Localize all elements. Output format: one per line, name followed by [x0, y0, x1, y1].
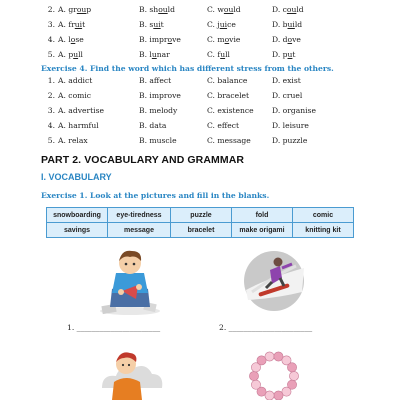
question-number: 1. [47, 76, 55, 85]
word-box-cell: snowboarding [47, 208, 108, 223]
option-a[interactable]: A. addict [58, 76, 93, 85]
option-d[interactable]: D. puzzle [272, 136, 308, 145]
option-c[interactable]: C. bracelet [207, 91, 250, 100]
option-d[interactable] [272, 35, 301, 45]
option-text: vie [229, 35, 241, 44]
option-b[interactable]: B. data [139, 121, 167, 130]
bead [265, 352, 274, 361]
word-box-cell: knitting kit [293, 223, 354, 238]
question-number: 5. [47, 50, 55, 59]
bead [251, 380, 260, 389]
exercise1-title: Exercise 1. Look at the pictures and fill in the blanks. [41, 191, 270, 200]
bracelet-picture [244, 346, 304, 400]
option-text: t [292, 50, 296, 59]
option-text: B. impr [139, 35, 168, 44]
bead [289, 371, 298, 380]
option-text: C. w [207, 5, 224, 14]
option-text: se [75, 35, 84, 44]
underlined-letters: ui [74, 20, 83, 29]
option-text: t [160, 20, 164, 29]
word-box-cell: savings [47, 223, 108, 238]
option-text: ld [233, 5, 241, 14]
option-label: A. [58, 20, 69, 29]
underlined-letters: u [220, 50, 226, 59]
option-a[interactable]: A. relax [58, 136, 88, 145]
option-text: D. d [272, 35, 288, 44]
option-label: A. [58, 50, 69, 59]
word-box-cell: puzzle [171, 208, 232, 223]
option-text: ce [227, 20, 236, 29]
option-b[interactable] [139, 5, 175, 15]
word-box-cell: message [108, 223, 171, 238]
word-box-row [47, 223, 354, 238]
option-b[interactable] [139, 50, 170, 60]
question-number: 4. [47, 121, 55, 130]
option-c[interactable]: C. effect [207, 121, 240, 130]
option-a[interactable]: A. harmful [58, 121, 99, 130]
option-d[interactable] [272, 20, 302, 30]
option-a[interactable]: A. comic [58, 91, 92, 100]
question-number: 3. [47, 20, 55, 29]
option-text: D. c [272, 5, 287, 14]
option-b[interactable] [139, 35, 181, 45]
option-b[interactable]: B. improve [139, 91, 181, 100]
word-box-row [47, 208, 354, 223]
option-d[interactable] [272, 5, 304, 15]
bead [249, 371, 258, 380]
underlined-letters: ui [219, 20, 228, 29]
option-text: ld [296, 5, 304, 14]
word-box-cell: eye-tiredness [108, 208, 171, 223]
word-box-cell: comic [293, 208, 354, 223]
underlined-letters: o [287, 35, 293, 44]
option-b[interactable]: B. melody [139, 106, 178, 115]
option-d[interactable]: D. exist [272, 76, 301, 85]
option-text: p [68, 50, 74, 59]
question-number: 4. [47, 35, 55, 44]
underlined-letters: o [70, 35, 76, 44]
option-text: t [82, 20, 86, 29]
option-text: B. s [139, 20, 154, 29]
question-number: 5. [47, 136, 55, 145]
option-text: ll [225, 50, 230, 59]
word-box-cell: bracelet [171, 223, 232, 238]
bead [274, 391, 283, 400]
underlined-letters: u [73, 50, 79, 59]
option-text: C. f [207, 50, 221, 59]
option-text: ll [78, 50, 83, 59]
underlined-letters: ou [286, 5, 297, 14]
option-text: ve [292, 35, 301, 44]
option-a[interactable] [58, 35, 84, 45]
option-text: C. j [207, 20, 220, 29]
option-c[interactable]: C. existence [207, 106, 254, 115]
option-text: gr [68, 5, 77, 14]
answer-blank-1[interactable]: 1. ______________________ [67, 323, 161, 332]
option-text: p [86, 5, 92, 14]
option-c[interactable]: C. balance [207, 76, 248, 85]
word-box-cell: fold [232, 208, 293, 223]
option-text: fr [68, 20, 75, 29]
underlined-letters: ou [76, 5, 87, 14]
option-text: ve [172, 35, 181, 44]
option-label: A. [58, 35, 69, 44]
option-text: C. m [207, 35, 225, 44]
section-vocabulary-title: I. VOCABULARY [41, 172, 112, 182]
option-a[interactable] [58, 20, 85, 30]
option-text: ld [167, 5, 175, 14]
word-box-cell: make origami [232, 223, 293, 238]
option-d[interactable]: D. organise [272, 106, 316, 115]
option-c[interactable] [207, 50, 230, 60]
underlined-letters: o [224, 35, 230, 44]
tired-child-picture [96, 348, 166, 400]
option-text: ld [294, 20, 303, 29]
question-number: 2. [47, 5, 55, 14]
word-box [46, 207, 354, 238]
option-text: D. b [272, 20, 288, 29]
exercise4-title: Exercise 4. Find the word which has different stress from the others. [41, 64, 334, 73]
option-text: B. sh [139, 5, 159, 14]
underlined-letters: o [167, 35, 173, 44]
snowboarder-picture [238, 248, 310, 314]
option-d[interactable] [272, 50, 295, 60]
underlined-letters: u [151, 50, 157, 59]
underlined-letters: ui [287, 20, 295, 29]
option-b[interactable]: B. muscle [139, 136, 177, 145]
option-text: D. p [272, 50, 288, 59]
bead [287, 363, 296, 372]
option-text: l [68, 35, 71, 44]
underlined-letters: ou [223, 5, 234, 14]
option-c[interactable] [207, 35, 240, 45]
option-a[interactable] [58, 5, 91, 15]
option-text: nar [156, 50, 170, 59]
underlined-letters: ou [158, 5, 168, 14]
option-b[interactable] [139, 20, 164, 30]
option-c[interactable] [207, 5, 241, 15]
option-c[interactable] [207, 20, 236, 30]
answer-blank-2[interactable]: 2. ______________________ [219, 323, 313, 332]
option-d[interactable]: D. cruel [272, 91, 303, 100]
option-a[interactable] [58, 50, 83, 60]
option-c[interactable]: C. message [207, 136, 251, 145]
option-d[interactable]: D. leisure [272, 121, 309, 130]
option-text: B. l [139, 50, 152, 59]
boy-origami-picture [90, 245, 170, 317]
option-label: A. [58, 5, 69, 14]
option-b[interactable]: B. affect [139, 76, 172, 85]
underlined-letters: u [287, 50, 293, 59]
question-number: 2. [47, 91, 55, 100]
underlined-letters: ui [153, 20, 161, 29]
bracelet-beads [249, 352, 298, 400]
question-number: 3. [47, 106, 55, 115]
part2-title: PART 2. VOCABULARY AND GRAMMAR [41, 154, 245, 166]
option-a[interactable]: A. advertise [58, 106, 104, 115]
